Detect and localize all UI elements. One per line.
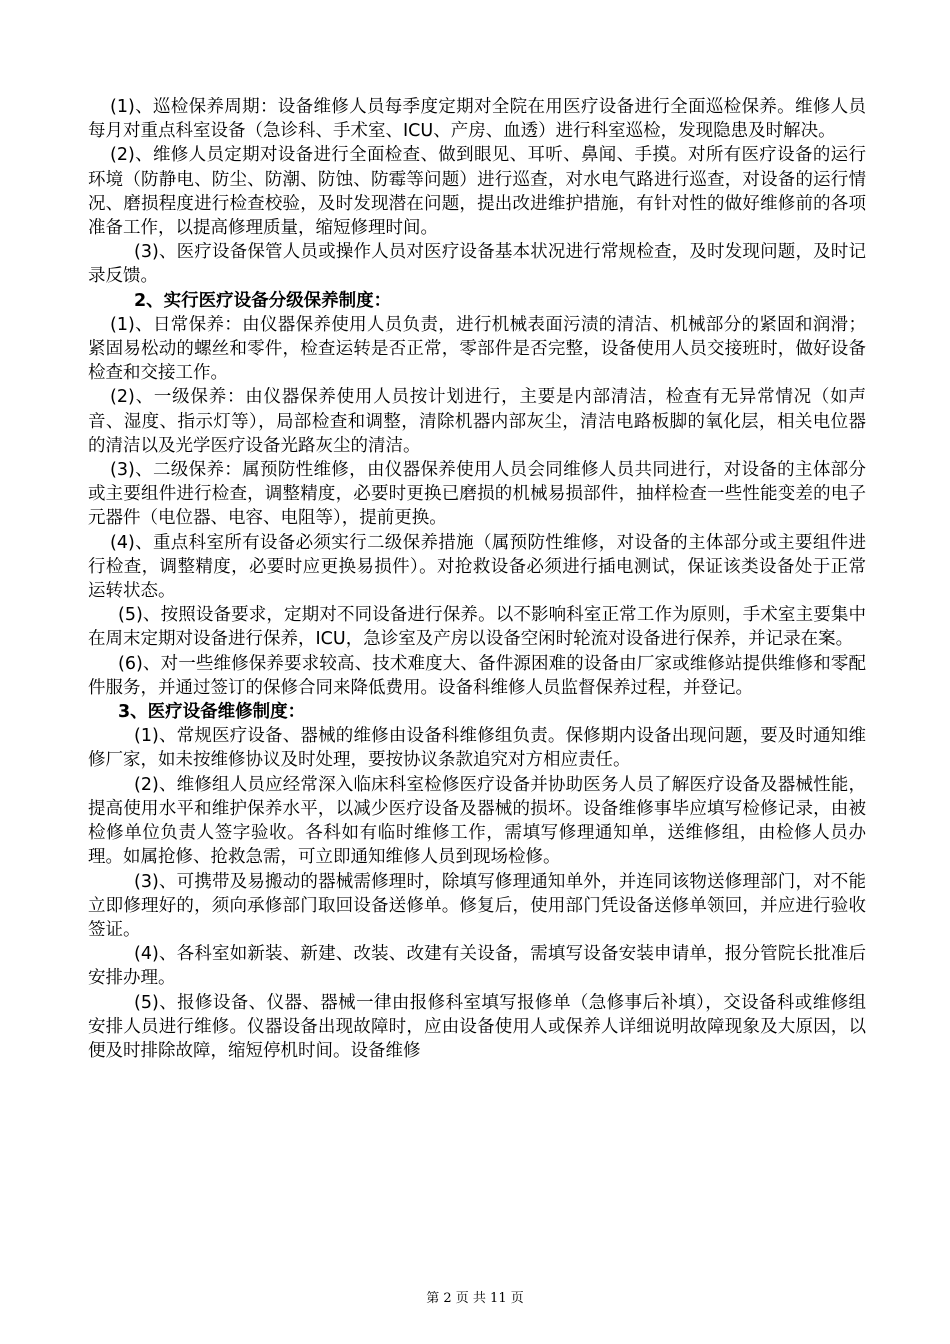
body-paragraph: (1)、巡检保养周期：设备维修人员每季度定期对全院在用医疗设备进行全面巡检保养。维修人员每月对重点科室设备（急诊科、手术室、ICU、产房、血透）进行科室巡检，发现隐患及时解决。 [88, 97, 866, 142]
body-paragraph: (6)、对一些维修保养要求较高、技术难度大、备件源困难的设备由厂家或维修站提供维修和零配件服务，并通过签订的保修合同来降低费用。设备科维修人员监督保养过程，并登记。 [88, 653, 866, 698]
body-paragraph: (5)、报修设备、仪器、器械一律由报修科室填写报修单（急修事后补填），交设备科或维修组安排人员进行维修。仪器设备出现故障时，应由设备使用人或保养人详细说明故障现象及大原因，以便及时排除故障，缩短停机时间。设备维修 [88, 992, 866, 1061]
document-page [88, 95, 866, 1275]
body-paragraph: (3)、可携带及易搬动的器械需修理时，除填写修理通知单外，并连同该物送修理部门，对不能立即修理好的，须向承修部门取回设备送修单。修复后，使用部门凭设备送修单领回，并应进行验收签证。 [88, 871, 866, 940]
body-paragraph: (3)、二级保养：属预防性维修，由仪器保养使用人员会同维修人员共同进行，对设备的主体部分或主要组件进行检查，调整精度，必要时更换已磨损的机械易损部件，抽样检查一些性能变差的电子元器件（电位器、电容、电阻等），提前更换。 [88, 460, 866, 529]
body-paragraph: (1)、日常保养：由仪器保养使用人员负责，进行机械表面污渍的清洁、机械部分的紧固和润滑；紧固易松动的螺丝和零件，检查运转是否正常，零部件是否完整，设备使用人员交接班时，做好设备检查和交接工作。 [88, 314, 866, 384]
section-heading: 3、医疗设备维修制度： [118, 702, 306, 723]
body-paragraph: (4)、重点科室所有设备必须实行二级保养措施（属预防性维修，对设备的主体部分或主要组件进行检查，调整精度，必要时应更换易损件）。对抢救设备必须进行插电测试，保证该类设备处于正常运转状态。 [88, 532, 866, 602]
body-paragraph: (1)、常规医疗设备、器械的维修由设备科维修组负责。保修期内设备出现问题，要及时通知维修厂家，如未按维修协议及时处理，要按协议条款追究对方相应责任。 [88, 726, 866, 771]
body-paragraph: (2)、维修组人员应经常深入临床科室检修医疗设备并协助医务人员了解医疗设备及器械性能，提高使用水平和维护保养水平，以减少医疗设备及器械的损坏。设备维修事毕应填写检修记录，由被检修单位负责人签字验收。各科如有临时维修工作，需填写修理通知单，送维修组，由检修人员办理。如属抢修、抢救急需，可立即通知维修人员到现场检修。 [88, 774, 866, 868]
page-footer: 第 2 页 共 11 页 [426, 1291, 524, 1306]
body-paragraph: (5)、按照设备要求，定期对不同设备进行保养。以不影响科室正常工作为原则，手术室主要集中在周末定期对设备进行保养，ICU，急诊室及产房以设备空闲时轮流对设备进行保养，并记录在案。 [88, 605, 866, 650]
body-paragraph: (2)、维修人员定期对设备进行全面检查、做到眼见、耳听、鼻闻、手摸。对所有医疗设备的运行环境（防静电、防尘、防潮、防蚀、防霉等问题）进行巡查，对水电气路进行巡查，对设备的运行情况、磨损程度进行检查校验，及时发现潜在问题，提出改进维护措施，有针对性的做好维修前的各项准备工作，以提高修理质量，缩短修理时间。 [88, 145, 866, 239]
body-paragraph: (2)、一级保养：由仪器保养使用人员按计划进行，主要是内部清洁，检查有无异常情况（如声音、湿度、指示灯等），局部检查和调整，清除机器内部灰尘，清洁电路板脚的氧化层，相关电位器的清洁以及光学医疗设备光路灰尘的清洁。 [88, 387, 866, 456]
body-paragraph: (4)、各科室如新装、新建、改装、改建有关设备，需填写设备安装申请单，报分管院长批准后安排办理。 [88, 944, 866, 989]
section-heading: 2、实行医疗设备分级保养制度： [134, 290, 392, 311]
body-paragraph: (3)、医疗设备保管人员或操作人员对医疗设备基本状况进行常规检查，及时发现问题，及时记录反馈。 [88, 242, 866, 287]
